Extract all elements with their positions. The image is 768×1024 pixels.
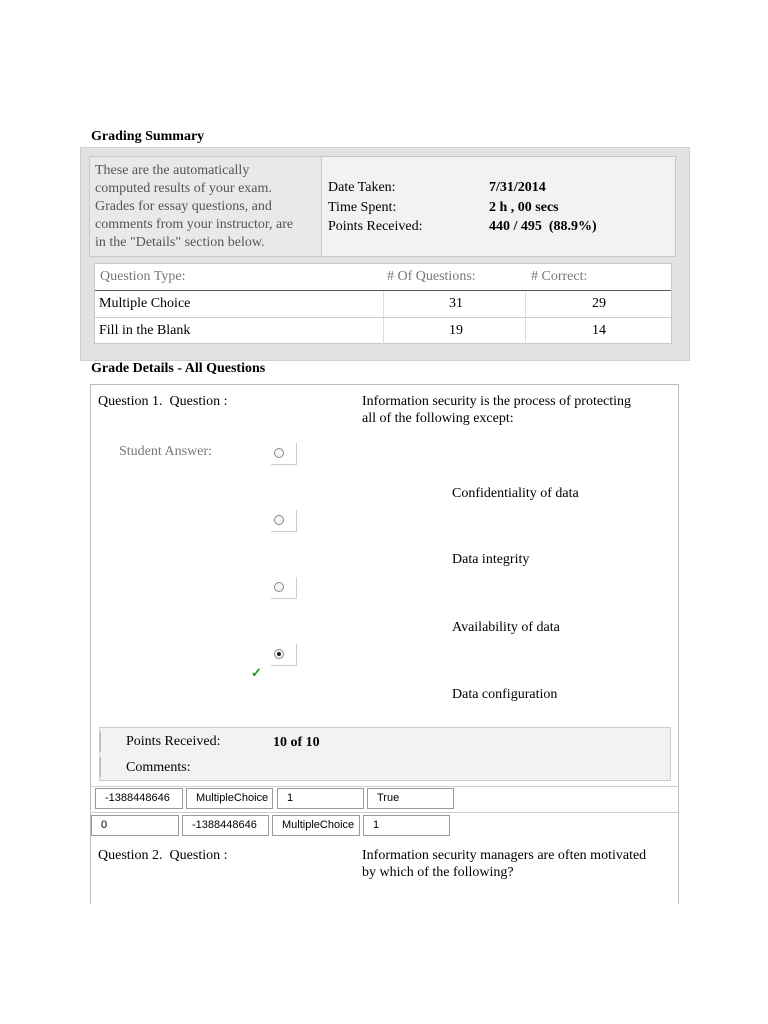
points-box xyxy=(99,727,671,781)
meta-cell: -1388448646 xyxy=(182,815,269,836)
meta-cell: MultipleChoice xyxy=(272,815,360,836)
grading-summary-heading: Grading Summary xyxy=(91,129,205,144)
meta-cell: True xyxy=(367,788,454,809)
radio-icon xyxy=(274,448,284,458)
question-2-text-line: Information security managers are often motivated xyxy=(362,848,647,863)
radio-selected-icon xyxy=(274,649,284,659)
summary-note-line: Grades for essay questions, and xyxy=(95,199,272,214)
header-question-type: Question Type: xyxy=(100,269,186,284)
header-num-questions: # Of Questions: xyxy=(387,269,476,284)
comments-label: Comments: xyxy=(126,760,191,775)
points-received-value: 440 / 495 (88.9%) xyxy=(489,219,597,234)
answer-option-radio[interactable] xyxy=(271,577,297,599)
date-taken-value: 7/31/2014 xyxy=(489,180,546,195)
answer-option-radio[interactable] xyxy=(271,510,297,532)
question-2-text xyxy=(362,847,646,881)
summary-note xyxy=(90,157,322,256)
answer-option-label: Data configuration xyxy=(452,687,558,702)
time-spent-label: Time Spent: xyxy=(328,200,397,215)
points-received-value: 10 of 10 xyxy=(273,735,320,750)
grade-details-heading: Grade Details - All Questions xyxy=(91,361,266,376)
row-questions: 31 xyxy=(449,296,463,311)
summary-note-line: computed results of your exam. xyxy=(95,181,272,196)
summary-note-line: in the "Details" section below. xyxy=(95,235,265,250)
question-1-text-line: Information security is the process of protecting xyxy=(362,394,632,409)
question-2-label: Question 2. Question : xyxy=(98,848,228,863)
row-correct: 29 xyxy=(592,296,606,311)
correct-check-icon: ✓ xyxy=(251,665,262,680)
answer-option-label: Confidentiality of data xyxy=(452,486,579,501)
points-received-label: Points Received: xyxy=(126,734,221,749)
question-1-text-line: all of the following except: xyxy=(362,411,514,426)
meta-cell: 1 xyxy=(363,815,450,836)
question-1-label: Question 1. Question : xyxy=(98,394,228,409)
summary-note-line: comments from your instructor, are xyxy=(95,217,294,232)
answer-option-label: Data integrity xyxy=(452,552,530,567)
answer-option-radio-selected[interactable] xyxy=(271,644,297,666)
grading-summary-top xyxy=(89,156,676,257)
summary-info xyxy=(322,157,675,256)
date-taken-label: Date Taken: xyxy=(328,180,396,195)
radio-icon xyxy=(274,582,284,592)
points-received-label: Points Received: xyxy=(328,219,423,234)
meta-cell: 1 xyxy=(277,788,364,809)
meta-cell: 0 xyxy=(91,815,179,836)
radio-icon xyxy=(274,515,284,525)
summary-note-line: These are the automatically xyxy=(95,163,250,178)
meta-cell: MultipleChoice xyxy=(186,788,273,809)
table-row xyxy=(95,318,671,344)
time-spent-value: 2 h , 00 secs xyxy=(489,200,559,215)
answer-option-label: Availability of data xyxy=(452,620,560,635)
question-1-text xyxy=(362,393,631,427)
question-2-text-line: by which of the following? xyxy=(362,865,514,880)
row-questions: 19 xyxy=(449,323,463,338)
meta-cell: -1388448646 xyxy=(95,788,183,809)
answer-option-radio[interactable] xyxy=(271,443,297,465)
row-type: Fill in the Blank xyxy=(99,323,191,338)
row-correct: 14 xyxy=(592,323,606,338)
question-type-table xyxy=(94,263,672,344)
header-num-correct: # Correct: xyxy=(531,269,588,284)
table-row xyxy=(95,291,671,318)
student-answer-label: Student Answer: xyxy=(119,444,212,459)
row-type: Multiple Choice xyxy=(99,296,191,311)
table-header-row xyxy=(95,264,671,291)
